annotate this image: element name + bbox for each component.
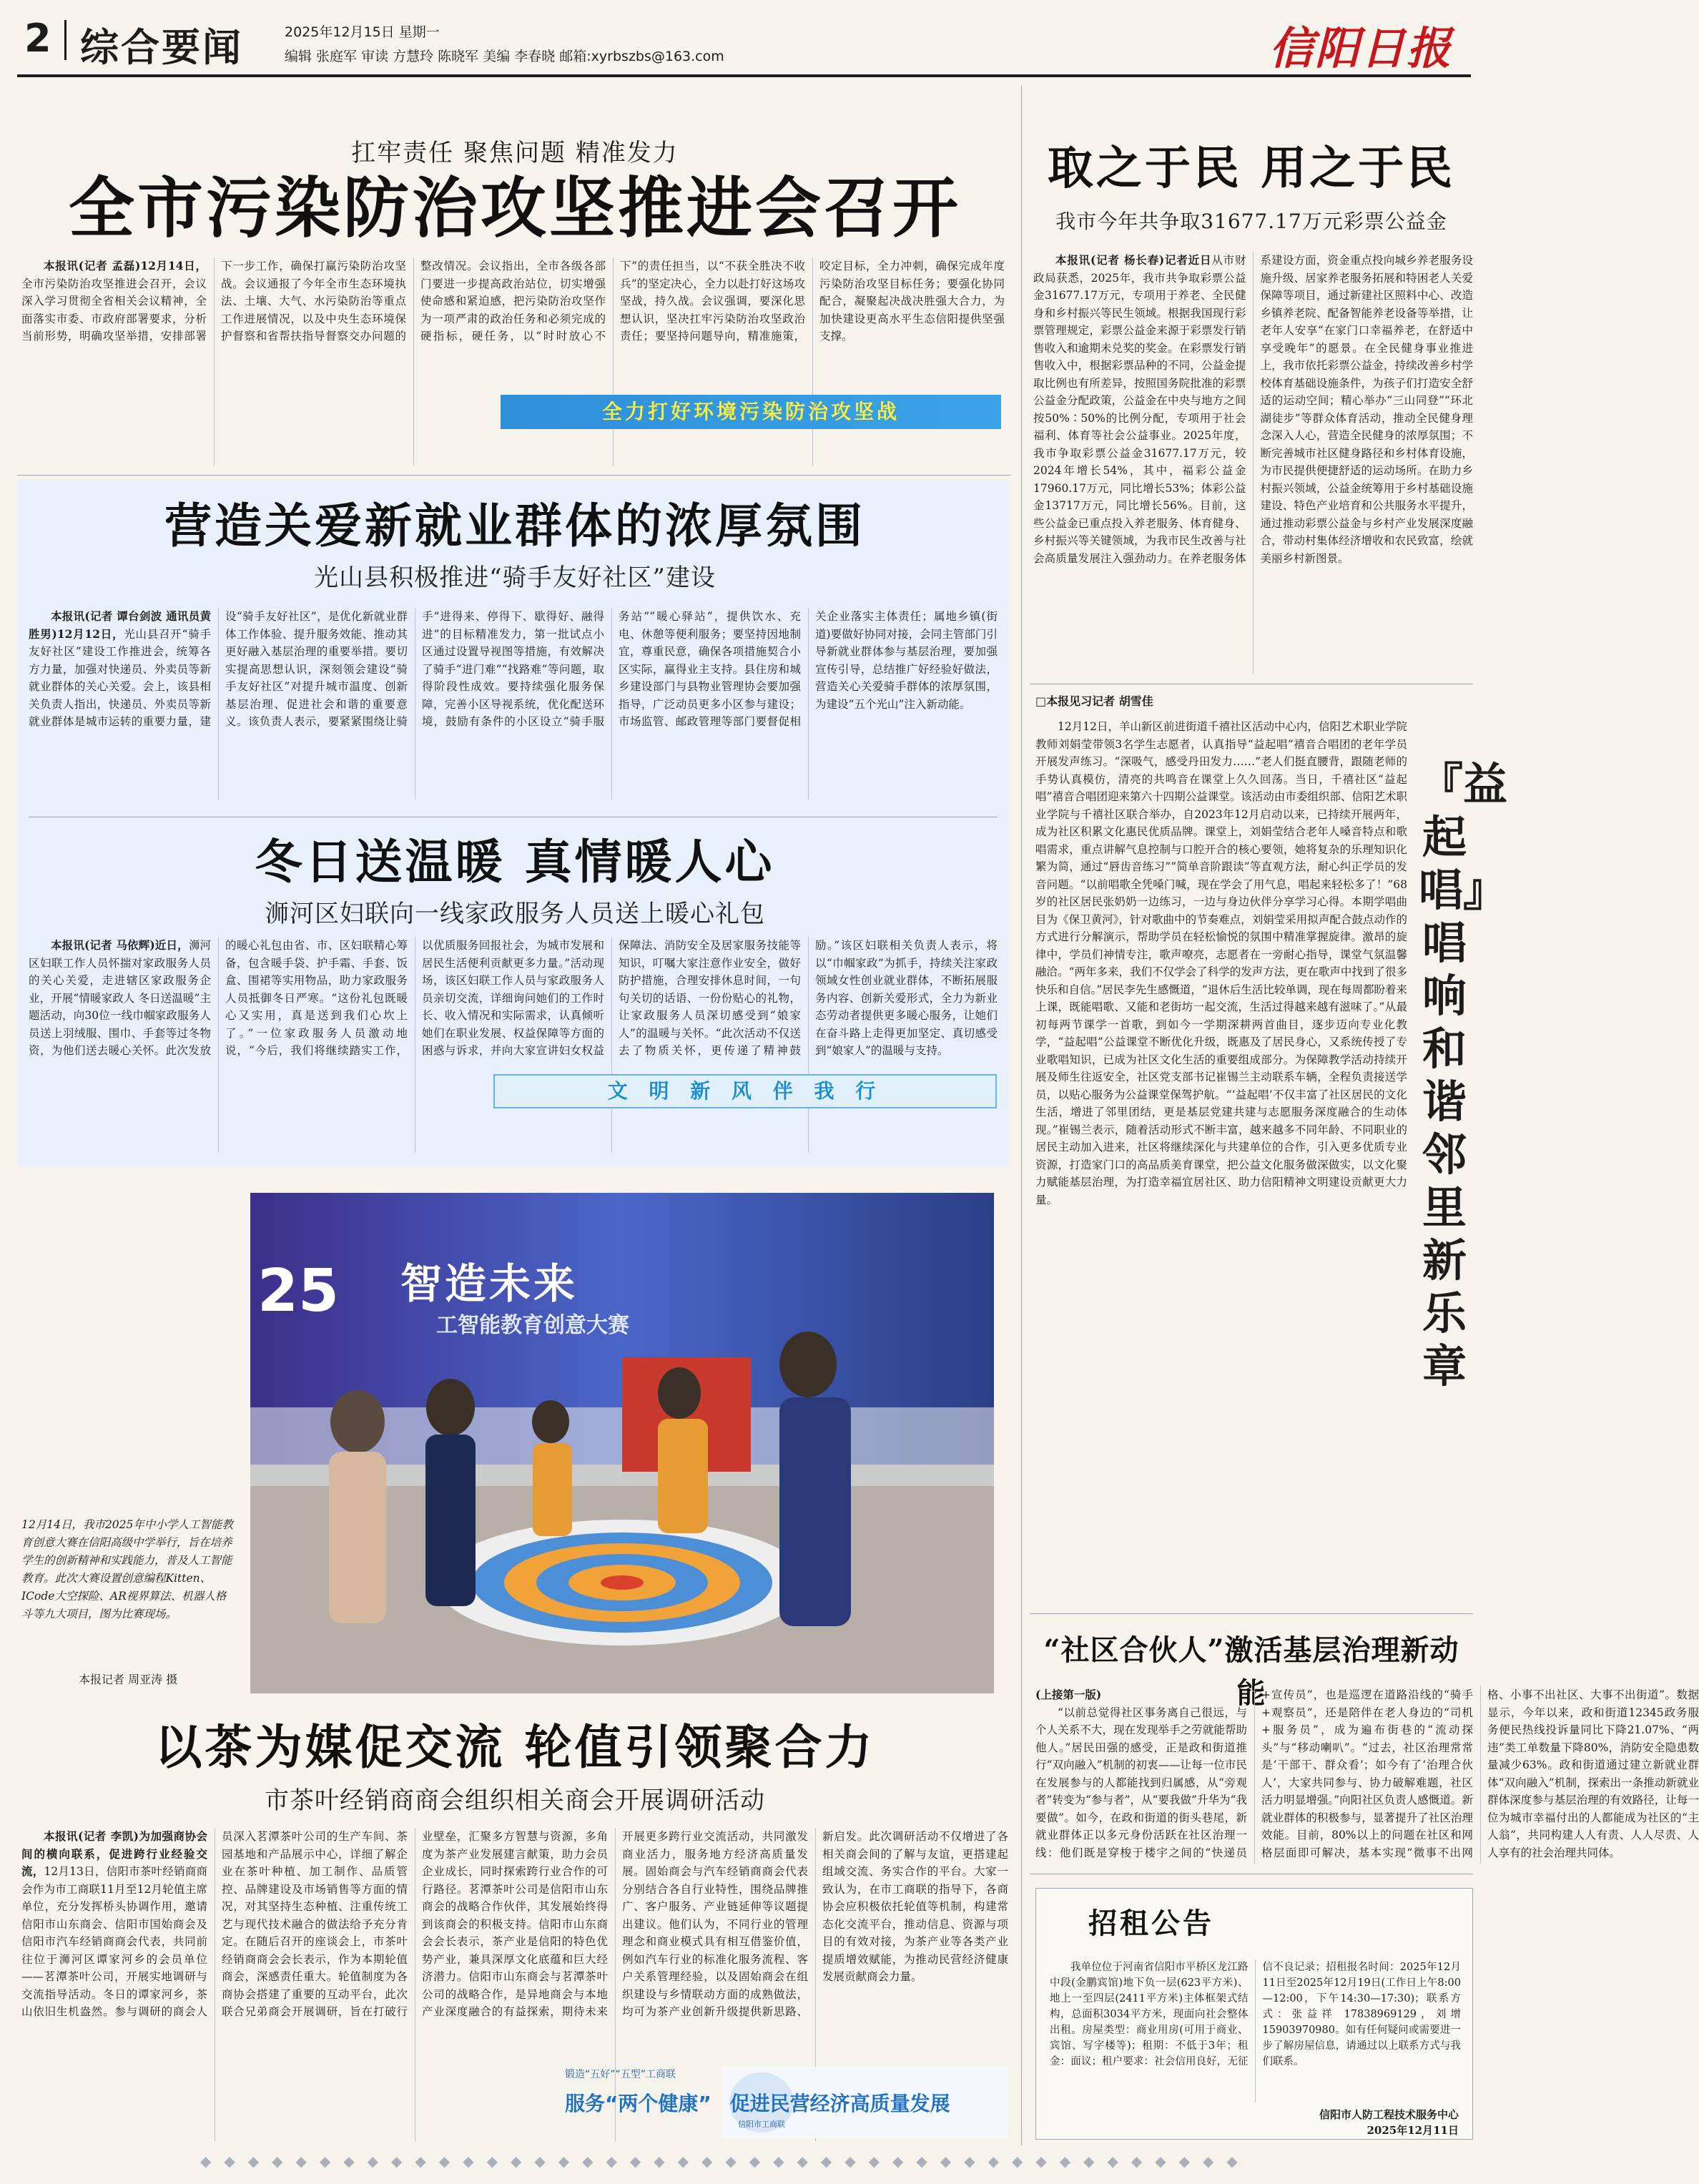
target-mat [436,1520,808,1646]
a3-subhead: 浉河区妇联向一线家政服务人员送上暖心礼包 [265,900,765,928]
a1-kicker: 扛牢责任 聚焦问题 精准发力 [351,139,679,167]
a2-byline: 本报讯(记者 谭台剑波 通讯员黄胜男)12月12日， [29,609,211,641]
r2-byline: □本报见习记者 胡雪佳 [1035,694,1153,708]
a4-headline: 以茶为媒促交流 轮值引领聚合力 [154,1719,875,1775]
r3-text: “以前总觉得社区事务离自己很远，与个人关系不大，现在发现举手之劳就能帮助他人。”居民田强的感受，正是政和街道推行“双向融入”机制的初衷——让每一位市民在发展参与的人都能找到归属感，从“旁观者”转变为“参与者”，从“要我做”升华为“我要做”。如今，在政和街道的街头巷尾，新就业群体正以多元身份活跃在社区治理一线：他们既是穿梭于楼宇之间的“快递员+宣传员”，也是巡逻在道路沿线的“骑手+观察员”，还是陪伴在老人身边的“司机+服务员”，成为遍布街巷的“流动探头”与“移动喇叭”。“过去，社区治理常常是‘干部干、群众看’；如今有了‘治理合伙人’，大家共同参与、协力破解难题，社区活力明显增强。”向阳社区负责人感慨道。新就业群体的积极参与，显著提升了社区治理效能。目前，80%以上的问题在社区和网格层面即可解决，基本实现“微事不出网格、小事不出社区、大事不出街道”。数据显示，今年以来，政和街道12345政务服务便民热线投诉量同比下降21.07%、“两违”类工单数量下降80%，消防安全隐患数量减少63%。政和街道通过建立新就业群体“双向融入”机制，探索出一条推动新就业群体深度参与基层治理的有效路径，让每一位为城市幸福付出的人都能成为社区的“主人翁”，共同构建人人有责、人人尽责、人人享有的社会治理共同体。 [1035,1688,1699,1859]
photo-illustration [250,1193,994,1693]
r1-headline: 取之于民 用之于民 [1047,142,1456,195]
photo-caption: 12月14日，我市2025年中小学人工智能教育创意大赛在信阳高级中学举行，旨在培养学生的创新精神和实践能力，普及人工智能教育。此次大赛设置创意编程Kitten、ICode大空探险、AR视界算法、机器人格斗等九大项目，图为比赛现场。 [21,1518,233,1620]
r3-body [1035,1686,1699,1864]
r1-body [1033,252,1473,674]
banner-small-text: 锻造“五好”“五型”工商联 [565,2069,676,2080]
column-divider [1021,86,1022,2145]
a4-banner-lead: 服务“两个健康” [565,2092,711,2115]
date-line: 2025年12月15日 星期一 [285,24,440,40]
a2-subhead: 光山县积极推进“骑手友好社区”建设 [314,564,716,592]
a4-banner [565,2088,1001,2117]
stage-subtitle: 工智能教育创意大赛 [436,1313,629,1338]
a4-subhead: 市茶叶经销商商会组织相关商会开展调研活动 [265,1786,765,1815]
a2-body [29,608,998,800]
photo-credit: 本报记者 周亚涛 摄 [79,1673,178,1686]
section-title: 综合要闻 [80,25,243,70]
divider [1030,1613,1473,1614]
r2-body [1035,718,1407,1602]
r2-text: 12月12日，羊山新区前进街道千禧社区活动中心内，信阳艺术职业学院教师刘娟莹带领3名学生志愿者，认真指导“益起唱”禧音合唱团的老年学员开展发声练习。“深吸气，感受丹田发力……”老人们挺直腰背，跟随老师的手势认真模仿，清亮的共鸣音在课堂上久久回荡。当日，千禧社区“益起唱”禧音合唱团迎来第六十四期公益课堂。该活动由市委组织部、信阳艺术职业学院与千禧社区联合举办，自2023年12月启动以来，已持续开展两年，成为社区积累文化惠民优质品牌。课堂上，刘娟莹结合老年人嗓音特点和歌唱需求，重点讲解气息控制与口腔开合的核心要领，她将复杂的乐理知识化繁为简，通过“唇齿音练习”“简单音阶跟读”等直观方法，耐心纠正学员的发音问题。“以前唱歌全凭嗓门喊，现在学会了用气息，唱起来轻松多了！”68岁的社区居民张奶奶一边练习，一边与身边伙伴分享学习心得。本期学唱曲目为《保卫黄河》，针对歌曲中的节奏难点，刘娟莹采用拟声配合鼓点动作的方式进行分解演示，帮助学员在轻松愉悦的氛围中精准掌握旋律。激昂的旋律中，学员们神情专注，歌声嘹亮，志愿者在一旁耐心指导，课堂气氛温馨融洽。“两年多来，我们不仅学会了科学的发声方法，更在歌声中找到了很多快乐和自信。”居民李先生感慨道，“退休后生活比较单调，现在每周都盼着来上课，既能唱歌、又能和老街坊一起交流，生活过得越来越有滋味了。”从最初每两节课学一首歌，到如今一学期深耕两首曲目，逐步迈向专业化教学，“益起唱”公益课堂不断优化升级，既惠及了居民身心，又系统传授了专业歌唱知识，已成为社区文化生活的重要组成部分。为保障教学活动持续开展及师生往返安全，社区党支部书记崔锡兰主动联系车辆，全程负责接送学员，以贴心服务为公益课堂保驾护航。“‘益起唱’不仅丰富了社区居民的文化生活，增进了邻里团结，更是基层党建共建与志愿服务深度融合的生动体现。”崔锡兰表示，随着活动形式不断丰富，越来越多不同年龄、不同职业的居民主动加入进来，社区将继续深化与共建单位的合作，引入更多优质专业资源，打造家门口的高品质美育课堂，把公益文化服务做深做实，以文化聚力赋能基层治理，为打造幸福宜居社区、助力信阳精神文明建设贡献更大力量。 [1035,720,1407,1206]
ad-sign-org: 信阳市人防工程技术服务中心 [1319,2108,1459,2121]
r3-lead: (上接第一版) [1035,1688,1102,1701]
ad-body [1050,1959,1461,2102]
ad-sign-date: 2025年12月11日 [1366,2124,1459,2137]
a3-headline: 冬日送温暖 真情暖人心 [255,834,775,890]
r1-subhead: 我市今年共争取31677.17万元彩票公益金 [1055,210,1447,233]
a3-text: 浉河区妇联工作人员怀揣对家政服务人员的关心关爱，走进辖区家政服务企业，开展“情暖家政人 冬日送温暖”主题活动，向30位一线巾帼家政服务人员送上羽绒服、围巾、手套等过冬物资，为他们送去暖心关怀。此次发放的暖心礼包由省、市、区妇联精心筹备，包含暖手袋、护手霜、手套、饭盒、围裙等实用物品，助力家政服务人员抵御冬日严寒。“这份礼包既暖心又实用，真是送到我们心坎上了。”一位家政服务人员激动地说，“今后，我们将继续踏实工作，以优质服务回报社会，为城市发展和居民生活便利贡献更多力量。”活动现场，该区妇联工作人员与家政服务人员亲切交流，详细询问她们的工作时长、收入情况和实际需求，认真倾听她们在职业发展、权益保障等方面的困惑与诉求，并向大家宣讲妇女权益保障法、消防安全及居家服务技能等知识，叮嘱大家注意作业安全，做好防护措施，合理安排休息时间，一句句关切的话语、一份份贴心的礼物，让家政服务人员深切感受到“娘家人”的温暖与关怀。“此次活动不仅送去了物质关怀，更传递了精神鼓励。”该区妇联相关负责人表示，将以“巾帼家政”为抓手，持续关注家政领域女性创业就业群体，不断拓展服务内容、创新关爱形式，全力为新业态劳动者提供更多暖心服务，让她们在奋斗路上走得更加坚定、真切感受到“娘家人”的温暖与支持。 [29,939,998,1057]
ad-text: 我单位位于河南省信阳市平桥区龙江路中段(金鹏宾馆)地下负一层(623平方米)、地上一至四层(2411平方米)主体框架式结构，总面积3034平方米，现面向社会整体出租。房屋类型：商业用房(可用于商业、宾馆、写字楼等)；租期：不低于3年；租金：面议；租户要求：社会信用良好，无征信不良记录；招租报名时间：2025年12月11日至2025年12月19日(工作日上午8:00—12:00，下午14:30—17:30)；联系方式：张益祥 17838969129，刘增 15903970980。如有任何疑问或需要进一步了解房屋信息，请通过以上联系方式与我们联系。 [1050,1962,1461,2067]
contest-photo [250,1193,994,1693]
a3-banner: 文 明 新 风 伴 我 行 [493,1074,997,1108]
a1-banner: 全力打好环境污染防治攻坚战 [501,395,1001,429]
ad-title: 招租公告 [1088,1907,1214,1940]
r3-headline: “社区合伙人”激活基层治理新动能 [1043,1633,1459,1710]
a1-headline: 全市污染防治攻坚推进会召开 [68,169,961,247]
a1-body [21,257,1005,466]
r1-text: 从市财政局获悉，2025年，我市共争取彩票公益金31677.17万元，专项用于养老、全民健身和乡村振兴等民生领域。根据我国现行彩票管理规定，彩票公益金来源于彩票发行销售收入和逾期未兑奖的奖金。在彩票发行销售收入中，根据彩票品种的不同，公益金提取比例也有所差异，按照国务院批准的彩票公益金分配政策，公益金在中央与地方之间按50%∶50%的比例分配，专项用于社会福利、体育等社会公益事业。2025年度，我市争取彩票公益金31677.17万元，较2024年增长54%，其中，福彩公益金17960.17万元，同比增长53%；体彩公益金13717万元，同比增长56%。目前，这些公益金已重点投入养老服务、体育健身、乡村振兴等关键领域，为我市民生改善与社会高质量发展注入强劲动力。在养老服务体系建设方面，资金重点投向城乡养老服务设施升级、居家养老服务拓展和特困老人关爱保障等项目，通过新建社区照料中心、改造乡镇养老院、配备智能养老设备等举措，让老年人安享“在家门口幸福养老，在舒适中享受晚年”的愿景。在全民健身事业推进上，我市依托彩票公益金，持续改善乡村学校体育基础设施条件，为孩子们打造安全舒适的运动空间；精心举办“三山同登”“环北湖徒步”等群众体育活动，推动全民健身理念深入人心，营造全民健身的浓厚氛围；不断完善城市社区健身路径和乡村体育设施，为市民提供便捷舒适的运动场所。在助力乡村振兴领域，公益金统筹用于乡村基础设施建设、特色产业培育和公共服务水平提升，通过推动彩票公益金与乡村产业发展深度融合，带动村集体经济增收和农民致富，绘就美丽乡村新图景。 [1033,254,1473,565]
a3-body [29,937,998,1153]
divider [17,475,1011,476]
a4-banner-rest: 促进民营经济高质量发展 [729,2092,950,2115]
stage-title: 智造未来 [400,1259,578,1308]
bottom-arrow-decoration: ◆◆◆◆◆◆◆◆◆◆◆◆◆◆◆◆◆◆◆◆◆◆◆◆◆◆◆◆◆◆◆◆◆◆◆◆◆◆◆◆◆◆◆◆ [200,2153,1251,2170]
r2-vertical-title: 『益起唱』唱响和谐邻里新乐章 [1419,758,1508,1392]
a1-byline: 本报讯(记者 孟磊)12月14日， [44,259,207,272]
a2-headline: 营造关爱新就业群体的浓厚氛围 [164,498,865,554]
page-number: 2 [24,16,51,61]
r1-byline: 本报讯(记者 杨长春)记者近日 [1055,253,1212,267]
paper-logo: 信阳日报 [1269,22,1452,74]
a2-text: 光山县召开“骑手友好社区”建设工作推进会，统筹各方力量，加强对快递员、外卖员等新就业群体的关心关爱。会上，该县相关负责人指出，快递员、外卖员等新就业群体是城市运转的重要力量，建设“骑手友好社区”，是优化新就业群体工作体验、提升服务效能、推动其更好融入基层治理的重要举措。要切实提高思想认识，深刻领会建设“骑手友好社区”对提升城市温度、创新基层治理、促进社会和谐的重要意义。该负责人表示，要紧紧围绕让骑手“进得来、停得下、歇得好、融得进”的目标精准发力，第一批试点小区通过设置导视图等措施，有效解决了骑手“进门难”“找路难”等问题，取得阶段性成效。要持续强化服务保障，完善小区导视系统，优化配送环境，鼓励有条件的小区设立“骑手服务站”“暖心驿站”，提供饮水、充电、休憩等便利服务；要坚持因地制宜，尊重民意，确保各项措施契合小区实际，赢得业主支持。县住房和城乡建设部门与县物业管理协会要加强指导，广泛动员更多小区参与建设；市场监管、邮政管理等部门要督促相关企业落实主体责任；属地乡镇(街道)要做好协同对接，会同主管部门引导新就业群体参与基层治理，要加强宣传引导，总结推广好经验好做法，营造关心关爱骑手群体的浓厚氛围，为建设“五个光山”注入新动能。 [29,610,998,728]
stage-year: 25 [257,1257,340,1325]
a4-byline: 本报讯(记者 李凯)为加强商协会间的横向联系，促进跨行业经验交流， [21,1829,207,1878]
a3-byline: 本报讯(记者 马依辉)近日， [51,938,189,952]
editors-line: 编辑 张庭军 审读 方慧玲 陈晓军 美编 李春晓 邮箱:xyrbszbs@163.com [285,49,724,64]
federation-logo-text: 信阳市工商联 [738,2120,785,2129]
a1-text: 全市污染防治攻坚推进会召开，会议深入学习贯彻全省相关会议精神，全面落实市委、市政府部署要求，分析当前形势，明确攻坚举措，安排部署下一步工作，确保打赢污染防治攻坚战。会议通报了今年全市生态环境执法、土壤、大气、水污染防治等重点工作进展情况，以及中央生态环境保护督察和省帮扶指导督察交办问题的整改情况。会议指出，全市各级各部门要进一步提高政治站位，切实增强使命感和紧迫感，把污染防治攻坚作为一项严肃的政治任务和必须完成的硬指标，硬任务，以“时时放心不下”的责任担当，以“不获全胜决不收兵”的坚定决心，全力以赴打好这场攻坚战，持久战。会议强调，要深化思想认识，坚决扛牢污染防治攻坚政治责任；要坚持问题导向，精准施策，咬定目标，全力冲刺，确保完成年度污染防治攻坚目标任务；要强化协同配合，凝聚起决战决胜强大合力，为加快建设更高水平生态信阳提供坚强支撑。 [21,260,1005,343]
a4-text: 12月13日，信阳市茶叶经销商商会作为市工商联11月至12月轮值主席单位，充分发挥桥头协调作用，邀请信阳市山东商会、信阳市国始商会及信阳市汽车经销商商会代表，共同前往位于浉河区谭家河乡的会员单位——茗潭茶叶公司，开展实地调研与交流指导活动。冬日的谭家河乡，茶山依旧生机盎然。参与调研的商会人员深入茗潭茶叶公司的生产车间、茶园基地和产品展示中心，详细了解企业在茶叶种植、加工制作、品质管控、品牌建设及市场销售等方面的情况，对其坚持生态种植、注重传统工艺与现代技术融合的做法给予充分肯定。在随后召开的座谈会上，市茶叶经销商商会会长表示，作为本期轮值商会，深感责任重大。轮值制度为各商协会搭建了重要的互动平台，此次联合兄弟商会开展调研，旨在打破行业壁垒，汇聚多方智慧与资源，多角度为茶产业发展建言献策，助力会员企业成长，同时探索跨行业合作的可行路径。茗潭茶叶公司是信阳市山东商会的战略合作伙伴，其发展始终得到该商会的积极支持。信阳市山东商会会长表示，茶产业是信阳的特色优势产业，兼具深厚文化底蕴和巨大经济潜力。信阳市山东商会与茗潭茶叶公司的战略合作，是异地商会与本地产业深度融合的有益探索，期待未来开展更多跨行业交流活动，共同激发商业活力，服务地方经济高质量发展。固始商会与汽车经销商商会代表分别结合各自行业特性，围绕品牌推广、客户服务、产业链延伸等议题提出建议。他们认为，不同行业的管理理念和商业模式具有相互借鉴价值，例如汽车行业的标准化服务流程、客户关系管理经验，以及固始商会在组织建设与乡情联动方面的成熟做法，均可为茶产业创新升级提供新思路、新启发。此次调研活动不仅增进了各相关商会间的了解与友谊，更搭建起组域交流、务实合作的平台。大家一致认为，在市工商联的指导下，各商协会应积极依托轮值等机制，构建常态化交流平台，推动信息、资源与项目的有效对接，为茶产业等各类产业提质增效赋能，为推动民营经济健康发展贡献商会力量。 [21,1830,1008,2018]
masthead-rule [17,74,1471,77]
masthead-divider [64,20,67,60]
